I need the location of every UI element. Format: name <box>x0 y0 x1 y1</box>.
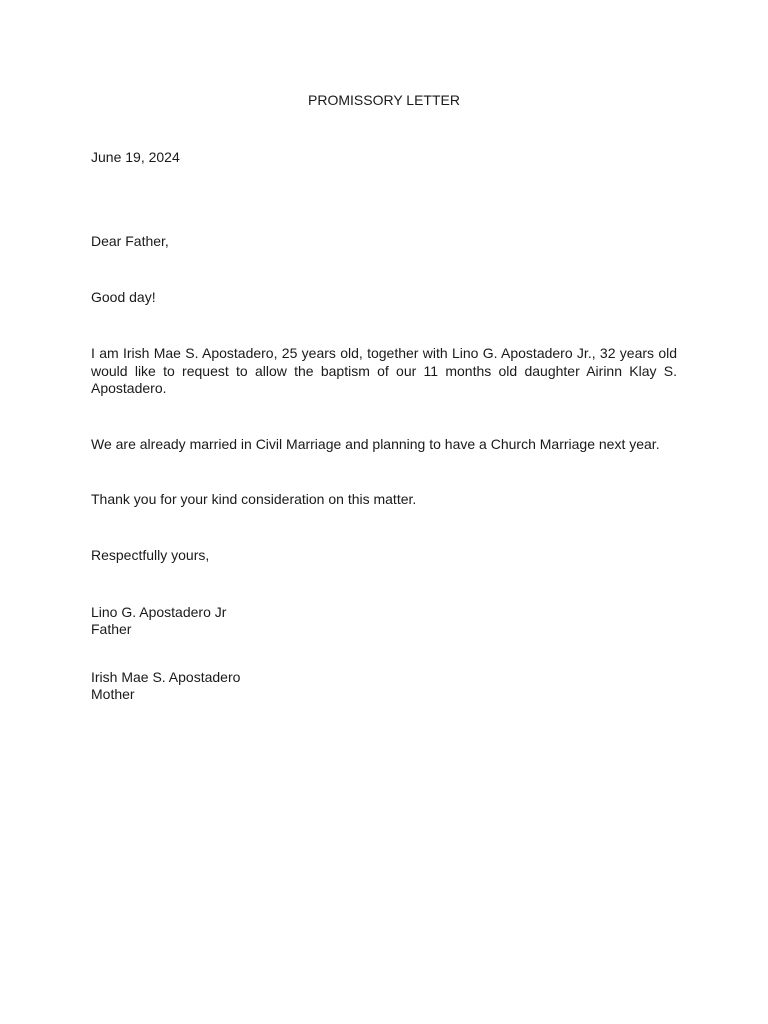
letter-date: June 19, 2024 <box>91 149 180 165</box>
signatory-role: Mother <box>91 685 135 702</box>
letter-title: PROMISSORY LETTER <box>308 92 460 108</box>
signature-block-father <box>91 604 226 637</box>
signature-block-mother <box>91 669 240 702</box>
signatory-name: Irish Mae S. Apostadero <box>91 669 241 685</box>
salutation: Dear Father, <box>91 233 169 249</box>
body-paragraph-thanks: Thank you for your kind consideration on this matter. <box>91 491 417 507</box>
body-paragraph-request: I am Irish Mae S. Apostadero, 25 years old, together with Lino G. Apostadero Jr., 32 years old would like to request to allow the baptism of our 11 months old daughter Airinn Klay S. Apostadero. <box>91 345 677 396</box>
closing: Respectfully yours, <box>91 547 210 563</box>
signatory-role: Father <box>91 620 132 637</box>
signatory-name: Lino G. Apostadero Jr <box>91 604 227 620</box>
greeting: Good day! <box>91 289 156 305</box>
body-paragraph-marriage: We are already married in Civil Marriage and planning to have a Church Marriage next year. <box>91 436 660 452</box>
